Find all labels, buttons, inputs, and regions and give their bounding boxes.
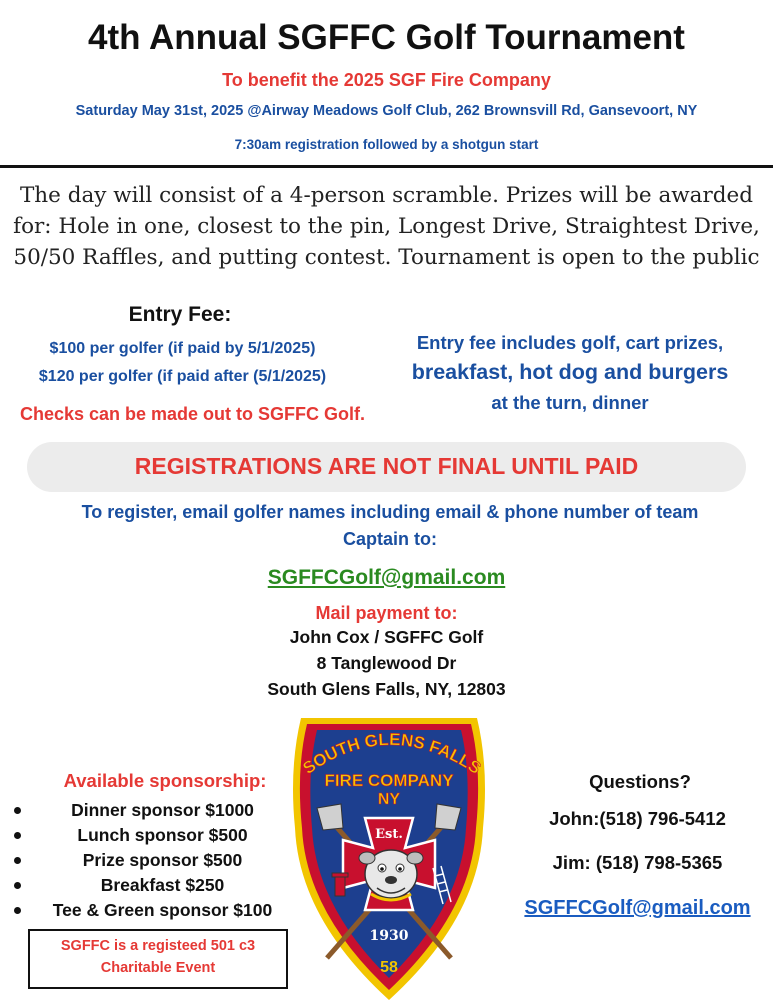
questions-heading: Questions? — [589, 771, 691, 792]
list-item: Tee & Green sponsor $100 — [0, 900, 300, 925]
contact-john: John:(518) 796-5412 — [549, 808, 726, 829]
notice-banner-text: REGISTRATIONS ARE NOT FINAL UNTIL PAID — [134, 453, 639, 479]
header-divider — [0, 165, 773, 168]
list-item: Lunch sponsor $500 — [0, 825, 300, 850]
page-title: 4th Annual SGFFC Golf Tournament — [88, 18, 685, 57]
fire-company-badge-logo — [283, 708, 495, 1000]
charity-notice — [28, 935, 288, 979]
list-item: Dinner sponsor $1000 — [0, 800, 300, 825]
contact-jim: Jim: (518) 798-5365 — [552, 852, 723, 873]
event-description: The day will consist of a 4-person scramble. Prizes will be awarded for: Hole in one, closest to the pin, Longest Drive, Straightest Drive, 50/50 Raffles, and putting contest. Tournament is open to the public — [13, 183, 760, 270]
registration-instructions — [20, 499, 760, 553]
mail-city: South Glens Falls, NY, 12803 — [267, 679, 506, 699]
questions-email-link[interactable]: SGFFCGolf@gmail.com — [524, 897, 751, 919]
registration-time: 7:30am registration followed by a shotgun start — [234, 137, 539, 152]
badge-arc-text: SOUTH GLENS FALLS — [299, 729, 485, 779]
charity-line-2: Charitable Event — [100, 960, 216, 976]
entry-fee-heading: Entry Fee: — [128, 303, 232, 326]
bullet-icon — [14, 807, 21, 814]
includes-line-1: Entry fee includes golf, cart prizes, — [416, 332, 724, 353]
list-item: Prize sponsor $500 — [0, 850, 300, 875]
list-item: Breakfast $250 — [0, 875, 300, 900]
mail-payment-heading: Mail payment to: — [315, 603, 458, 623]
badge-company-text: FIRE COMPANY — [324, 771, 454, 790]
badge-number-text: 58 — [380, 959, 398, 976]
registration-line-2: Captain to: — [343, 529, 437, 549]
mail-recipient: John Cox / SGFFC Golf — [289, 627, 484, 647]
bullet-icon — [14, 857, 21, 864]
entry-fee-early: $100 per golfer (if paid by 5/1/2025) — [49, 340, 316, 357]
bullet-icon — [14, 907, 21, 914]
sponsorship-heading: Available sponsorship: — [63, 770, 267, 791]
mail-street: 8 Tanglewood Dr — [316, 653, 457, 673]
subtitle: To benefit the 2025 SGF Fire Company — [222, 70, 551, 90]
bullet-icon — [14, 832, 21, 839]
badge-year-text: 1930 — [369, 928, 409, 944]
entry-fee-late: $120 per golfer (if paid after (5/1/2025) — [38, 368, 327, 385]
includes-line-2: breakfast, hot dog and burgers — [411, 360, 729, 384]
bullet-icon — [14, 882, 21, 889]
badge-est-text: Est. — [375, 827, 403, 842]
registration-line-1: To register, email golfer names including email & phone number of team — [81, 502, 699, 522]
badge-state-text: NY — [377, 791, 401, 808]
charity-line-1: SGFFC is a registeed 501 c3 — [60, 938, 256, 954]
event-date-location: Saturday May 31st, 2025 @Airway Meadows Golf Club, 262 Brownsvill Rd, Gansevoort, NY — [75, 103, 698, 119]
includes-line-3: at the turn, dinner — [491, 392, 649, 413]
checks-payable-note: Checks can be made out to SGFFC Golf. — [19, 404, 366, 424]
registration-email-link[interactable]: SGFFCGolf@gmail.com — [267, 566, 506, 589]
